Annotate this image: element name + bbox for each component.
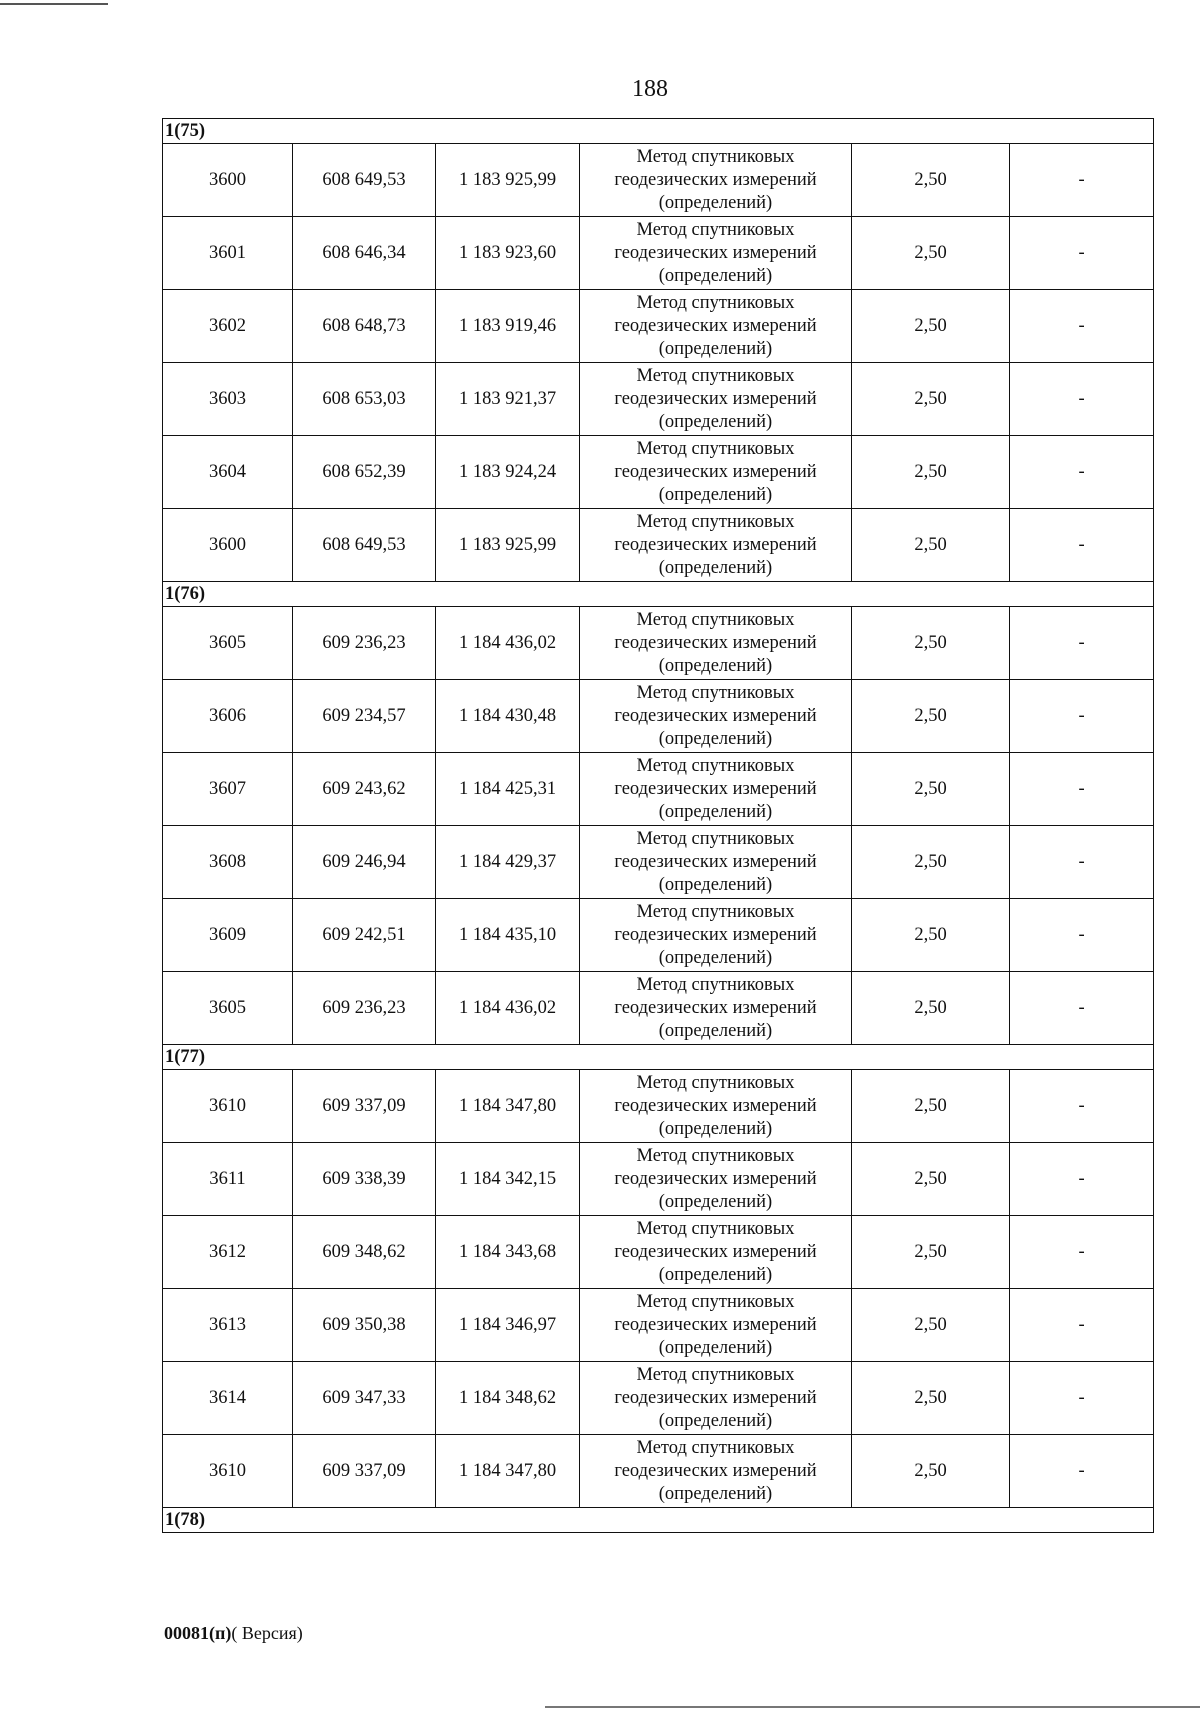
- method-text-line: (определений): [658, 1483, 773, 1504]
- method-cell: [580, 217, 852, 290]
- note-cell: -: [1010, 607, 1154, 680]
- method-cell: [580, 290, 852, 363]
- method-text-line: (определений): [658, 338, 773, 359]
- note-cell: -: [1010, 899, 1154, 972]
- coordinates-table-body: [163, 119, 1154, 1533]
- method-text-line: (определений): [658, 265, 773, 286]
- table-row: [163, 1216, 1154, 1289]
- note-cell: -: [1010, 144, 1154, 217]
- page-number: 188: [632, 76, 668, 102]
- method-text-line: геодезических измерений: [614, 1095, 817, 1116]
- method-cell: [580, 753, 852, 826]
- group-header-row: [163, 582, 1154, 607]
- method-text-line: Метод спутниковых: [636, 755, 795, 776]
- point-number-cell: 3608: [163, 826, 293, 899]
- accuracy-cell: 2,50: [852, 509, 1010, 582]
- y-coordinate-cell: 1 184 346,97: [436, 1289, 580, 1362]
- y-coordinate-cell: 1 184 436,02: [436, 607, 580, 680]
- group-header-row: [163, 1508, 1154, 1533]
- method-cell: [580, 607, 852, 680]
- y-coordinate-cell: 1 183 921,37: [436, 363, 580, 436]
- point-number-cell: 3612: [163, 1216, 293, 1289]
- method-cell: [580, 509, 852, 582]
- accuracy-cell: 2,50: [852, 899, 1010, 972]
- method-text-line: (определений): [658, 655, 773, 676]
- group-header-row: [163, 1045, 1154, 1070]
- method-cell: [580, 680, 852, 753]
- table-row: [163, 753, 1154, 826]
- method-cell: [580, 1435, 852, 1508]
- group-label: 1(77): [163, 1045, 1154, 1070]
- method-text-line: (определений): [658, 1191, 773, 1212]
- method-cell: [580, 826, 852, 899]
- note-cell: -: [1010, 436, 1154, 509]
- note-cell: -: [1010, 1435, 1154, 1508]
- method-text-line: Метод спутниковых: [636, 1072, 795, 1093]
- x-coordinate-cell: 608 646,34: [293, 217, 436, 290]
- y-coordinate-cell: 1 183 925,99: [436, 144, 580, 217]
- accuracy-cell: 2,50: [852, 217, 1010, 290]
- table-row: [163, 1143, 1154, 1216]
- method-cell: [580, 1362, 852, 1435]
- x-coordinate-cell: 609 337,09: [293, 1435, 436, 1508]
- method-text-line: (определений): [658, 1264, 773, 1285]
- method-cell: [580, 972, 852, 1045]
- point-number-cell: 3610: [163, 1070, 293, 1143]
- method-text-line: Метод спутниковых: [636, 828, 795, 849]
- method-text-line: геодезических измерений: [614, 778, 817, 799]
- y-coordinate-cell: 1 184 342,15: [436, 1143, 580, 1216]
- method-text-line: (определений): [658, 801, 773, 822]
- method-text-line: геодезических измерений: [614, 242, 817, 263]
- table-row: [163, 1435, 1154, 1508]
- point-number-cell: 3611: [163, 1143, 293, 1216]
- note-cell: -: [1010, 972, 1154, 1045]
- method-text-line: (определений): [658, 192, 773, 213]
- method-text-line: геодезических измерений: [614, 924, 817, 945]
- table-row: [163, 144, 1154, 217]
- method-text-line: (определений): [658, 557, 773, 578]
- method-cell: [580, 363, 852, 436]
- method-text-line: геодезических измерений: [614, 1241, 817, 1262]
- x-coordinate-cell: 608 652,39: [293, 436, 436, 509]
- accuracy-cell: 2,50: [852, 144, 1010, 217]
- method-text-line: Метод спутниковых: [636, 682, 795, 703]
- scan-edge-line: [0, 3, 108, 5]
- point-number-cell: 3607: [163, 753, 293, 826]
- x-coordinate-cell: 609 348,62: [293, 1216, 436, 1289]
- method-text-line: (определений): [658, 1410, 773, 1431]
- point-number-cell: 3609: [163, 899, 293, 972]
- table-row: [163, 1289, 1154, 1362]
- method-text-line: (определений): [658, 1118, 773, 1139]
- footer-code: 00081(п): [164, 1623, 232, 1643]
- method-cell: [580, 1216, 852, 1289]
- y-coordinate-cell: 1 183 919,46: [436, 290, 580, 363]
- note-cell: -: [1010, 1070, 1154, 1143]
- method-cell: [580, 1070, 852, 1143]
- point-number-cell: 3610: [163, 1435, 293, 1508]
- method-text-line: Метод спутниковых: [636, 1218, 795, 1239]
- table-row: [163, 509, 1154, 582]
- method-text-line: геодезических измерений: [614, 315, 817, 336]
- method-text-line: Метод спутниковых: [636, 1291, 795, 1312]
- point-number-cell: 3604: [163, 436, 293, 509]
- point-number-cell: 3603: [163, 363, 293, 436]
- x-coordinate-cell: 609 242,51: [293, 899, 436, 972]
- y-coordinate-cell: 1 184 425,31: [436, 753, 580, 826]
- point-number-cell: 3614: [163, 1362, 293, 1435]
- method-text-line: Метод спутниковых: [636, 438, 795, 459]
- group-label: 1(78): [163, 1508, 1154, 1533]
- method-cell: [580, 144, 852, 217]
- x-coordinate-cell: 609 243,62: [293, 753, 436, 826]
- y-coordinate-cell: 1 184 348,62: [436, 1362, 580, 1435]
- method-text-line: (определений): [658, 1020, 773, 1041]
- group-label: 1(76): [163, 582, 1154, 607]
- point-number-cell: 3600: [163, 509, 293, 582]
- table-row: [163, 217, 1154, 290]
- method-text-line: геодезических измерений: [614, 1460, 817, 1481]
- note-cell: -: [1010, 1143, 1154, 1216]
- y-coordinate-cell: 1 184 435,10: [436, 899, 580, 972]
- method-text-line: Метод спутниковых: [636, 1364, 795, 1385]
- accuracy-cell: 2,50: [852, 1362, 1010, 1435]
- table-row: [163, 607, 1154, 680]
- method-cell: [580, 1289, 852, 1362]
- method-text-line: геодезических измерений: [614, 388, 817, 409]
- x-coordinate-cell: 609 350,38: [293, 1289, 436, 1362]
- method-text-line: геодезических измерений: [614, 1314, 817, 1335]
- table-row: [163, 1070, 1154, 1143]
- method-text-line: (определений): [658, 947, 773, 968]
- method-cell: [580, 1143, 852, 1216]
- table-row: [163, 436, 1154, 509]
- method-text-line: геодезических измерений: [614, 534, 817, 555]
- y-coordinate-cell: 1 184 430,48: [436, 680, 580, 753]
- method-text-line: (определений): [658, 484, 773, 505]
- accuracy-cell: 2,50: [852, 826, 1010, 899]
- point-number-cell: 3613: [163, 1289, 293, 1362]
- accuracy-cell: 2,50: [852, 972, 1010, 1045]
- table-row: [163, 290, 1154, 363]
- accuracy-cell: 2,50: [852, 1070, 1010, 1143]
- method-cell: [580, 899, 852, 972]
- method-text-line: геодезических измерений: [614, 1168, 817, 1189]
- method-text-line: (определений): [658, 728, 773, 749]
- note-cell: -: [1010, 1216, 1154, 1289]
- method-text-line: Метод спутниковых: [636, 219, 795, 240]
- coordinates-table: [162, 118, 1154, 1533]
- method-cell: [580, 436, 852, 509]
- accuracy-cell: 2,50: [852, 1216, 1010, 1289]
- accuracy-cell: 2,50: [852, 290, 1010, 363]
- method-text-line: Метод спутниковых: [636, 974, 795, 995]
- note-cell: -: [1010, 363, 1154, 436]
- y-coordinate-cell: 1 183 925,99: [436, 509, 580, 582]
- method-text-line: Метод спутниковых: [636, 1145, 795, 1166]
- table-row: [163, 680, 1154, 753]
- method-text-line: геодезических измерений: [614, 632, 817, 653]
- accuracy-cell: 2,50: [852, 680, 1010, 753]
- y-coordinate-cell: 1 184 347,80: [436, 1070, 580, 1143]
- point-number-cell: 3605: [163, 972, 293, 1045]
- note-cell: -: [1010, 826, 1154, 899]
- note-cell: -: [1010, 1289, 1154, 1362]
- accuracy-cell: 2,50: [852, 436, 1010, 509]
- method-text-line: Метод спутниковых: [636, 365, 795, 386]
- method-text-line: геодезических измерений: [614, 705, 817, 726]
- group-header-row: [163, 119, 1154, 144]
- note-cell: -: [1010, 680, 1154, 753]
- point-number-cell: 3602: [163, 290, 293, 363]
- y-coordinate-cell: 1 184 347,80: [436, 1435, 580, 1508]
- document-footer: [164, 1623, 303, 1644]
- note-cell: -: [1010, 290, 1154, 363]
- method-text-line: геодезических измерений: [614, 997, 817, 1018]
- note-cell: -: [1010, 753, 1154, 826]
- y-coordinate-cell: 1 184 343,68: [436, 1216, 580, 1289]
- method-text-line: Метод спутниковых: [636, 1437, 795, 1458]
- x-coordinate-cell: 609 234,57: [293, 680, 436, 753]
- x-coordinate-cell: 609 246,94: [293, 826, 436, 899]
- y-coordinate-cell: 1 183 924,24: [436, 436, 580, 509]
- table-row: [163, 899, 1154, 972]
- x-coordinate-cell: 608 649,53: [293, 144, 436, 217]
- accuracy-cell: 2,50: [852, 607, 1010, 680]
- method-text-line: геодезических измерений: [614, 1387, 817, 1408]
- accuracy-cell: 2,50: [852, 1143, 1010, 1216]
- footer-version: ( Версия): [231, 1623, 303, 1643]
- method-text-line: Метод спутниковых: [636, 901, 795, 922]
- y-coordinate-cell: 1 184 429,37: [436, 826, 580, 899]
- x-coordinate-cell: 608 653,03: [293, 363, 436, 436]
- point-number-cell: 3606: [163, 680, 293, 753]
- table-row: [163, 1362, 1154, 1435]
- x-coordinate-cell: 608 648,73: [293, 290, 436, 363]
- method-text-line: (определений): [658, 411, 773, 432]
- y-coordinate-cell: 1 184 436,02: [436, 972, 580, 1045]
- table-row: [163, 363, 1154, 436]
- x-coordinate-cell: 609 236,23: [293, 972, 436, 1045]
- method-text-line: Метод спутниковых: [636, 609, 795, 630]
- method-text-line: Метод спутниковых: [636, 511, 795, 532]
- table-row: [163, 826, 1154, 899]
- method-text-line: Метод спутниковых: [636, 146, 795, 167]
- method-text-line: геодезических измерений: [614, 169, 817, 190]
- accuracy-cell: 2,50: [852, 753, 1010, 826]
- y-coordinate-cell: 1 183 923,60: [436, 217, 580, 290]
- x-coordinate-cell: 609 338,39: [293, 1143, 436, 1216]
- x-coordinate-cell: 608 649,53: [293, 509, 436, 582]
- accuracy-cell: 2,50: [852, 363, 1010, 436]
- x-coordinate-cell: 609 337,09: [293, 1070, 436, 1143]
- method-text-line: геодезических измерений: [614, 461, 817, 482]
- note-cell: -: [1010, 509, 1154, 582]
- x-coordinate-cell: 609 347,33: [293, 1362, 436, 1435]
- table-row: [163, 972, 1154, 1045]
- accuracy-cell: 2,50: [852, 1435, 1010, 1508]
- method-text-line: геодезических измерений: [614, 851, 817, 872]
- point-number-cell: 3605: [163, 607, 293, 680]
- method-text-line: (определений): [658, 874, 773, 895]
- scan-edge-line-bottom: [545, 1706, 1200, 1708]
- group-label: 1(75): [163, 119, 1154, 144]
- x-coordinate-cell: 609 236,23: [293, 607, 436, 680]
- method-text-line: Метод спутниковых: [636, 292, 795, 313]
- note-cell: -: [1010, 217, 1154, 290]
- accuracy-cell: 2,50: [852, 1289, 1010, 1362]
- note-cell: -: [1010, 1362, 1154, 1435]
- point-number-cell: 3601: [163, 217, 293, 290]
- point-number-cell: 3600: [163, 144, 293, 217]
- method-text-line: (определений): [658, 1337, 773, 1358]
